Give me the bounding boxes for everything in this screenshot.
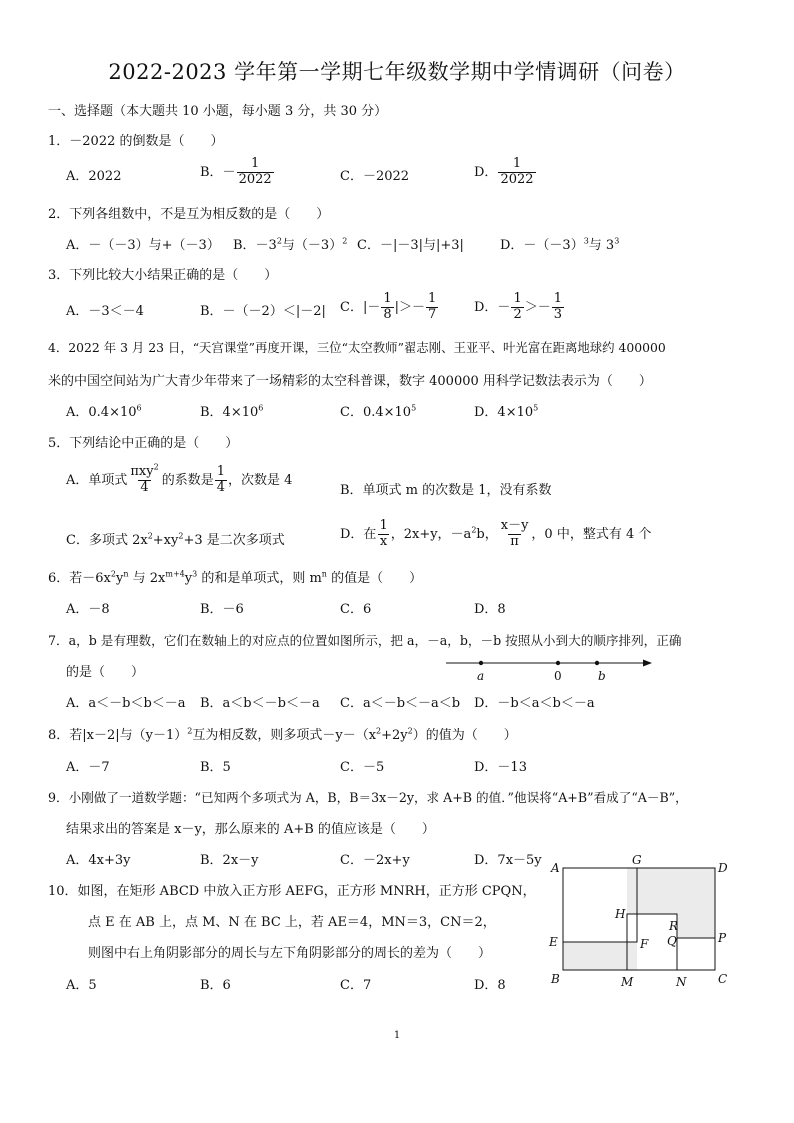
label-vertex-n: N: [676, 975, 687, 989]
section-heading: 一、选择题（本大题共 10 小题，每小题 3 分，共 30 分）: [48, 104, 388, 119]
label-vertex-r: R: [669, 919, 679, 933]
q8-option-d: D．－13: [474, 760, 527, 775]
q9-option-c: C．－2x+y: [340, 853, 410, 868]
question-3-stem: 3．下列比较大小结果正确的是（ ）: [48, 268, 278, 283]
q2-option-a: A．－（－3）与+（－3）: [66, 238, 220, 253]
question-4-line-1: 4．2022 年 3 月 23 日，“天宫课堂”再度开课，三位“太空教师”翟志刚、王亚平、叶光富在距离地球约 400000: [48, 340, 666, 355]
q1-option-b: B．－ $\frac{1}{2022}$: [200, 156, 272, 187]
question-9-line-2: 结果求出的答案是 x－y，那么原来的 A+B 的值应该是（ ）: [66, 822, 435, 837]
q5-option-d: D．在 $\frac{1}{x}$ ，2x+y，$-a^2b$， $\frac{x-y}{\pi}$ ，0 中，整式有 4 个: [340, 518, 652, 549]
point-0: [556, 661, 560, 665]
q4-option-b: B．$4\times 10^6$: [200, 403, 264, 420]
q3-option-a: A．－3＜－4: [66, 304, 144, 319]
q8-option-b: B．5: [200, 760, 231, 775]
q10-option-b: B．6: [200, 978, 231, 993]
q10-option-a: A．5: [66, 978, 97, 993]
q8-option-c: C．－5: [340, 760, 385, 775]
label-vertex-g: G: [632, 853, 642, 867]
label-0: 0: [554, 669, 562, 683]
point-b: [595, 661, 599, 665]
label-vertex-a: A: [551, 861, 560, 875]
q1-option-c: C．－2022: [340, 169, 410, 184]
number-line-figure: [440, 652, 660, 684]
square-aefg: [563, 868, 637, 942]
question-8-stem: 8．若|x－2|与$(y-1)^2$互为相反数，则多项式$-y-(x^2+2y^2)$的值为（ ）: [48, 726, 517, 743]
q10-option-d: D．8: [474, 978, 506, 993]
q6-option-d: D．8: [474, 602, 506, 617]
q2-option-c: C．－|－3|与|+3|: [357, 238, 464, 253]
page-number: 1: [393, 1030, 401, 1041]
q3-option-c: C．|－ $\frac{1}{8}$ |＞－ $\frac{1}{7}$: [340, 291, 437, 322]
lower-left-shaded-region: [563, 942, 637, 970]
q7-option-b: B．a＜b＜－b＜－a: [200, 696, 320, 711]
label-vertex-h: H: [615, 907, 626, 921]
q4-option-c: C．$0.4\times 10^5$: [340, 403, 417, 420]
q9-option-d: D．7x－5y: [474, 853, 542, 868]
q5-option-b: B．单项式 m 的次数是 1，没有系数: [340, 483, 552, 498]
q7-option-a: A．a＜－b＜b＜－a: [66, 696, 186, 711]
label-vertex-p: P: [718, 931, 727, 945]
q7-option-c: C．a＜－b＜－a＜b: [340, 696, 461, 711]
label-b: b: [598, 669, 606, 683]
q5-option-a: A．单项式 $\frac{\pi xy^2}{4}$ 的系数是 $\frac{1}{4}$ ，次数是 4: [66, 462, 293, 495]
number-line-arrow: [643, 660, 652, 667]
q9-option-a: A．4x+3y: [66, 853, 131, 868]
question-1-stem: 1．－2022 的倒数是（ ）: [48, 134, 224, 149]
q9-option-b: B．2x－y: [200, 853, 259, 868]
question-10-line-3: 则图中右上角阴影部分的周长与左下角阴影部分的周长的差为（ ）: [88, 946, 492, 961]
question-6-stem: 6．若$-6x^2y^n$ 与 $2x^{m+4}y^3$ 的和是单项式，则 $m^n$ 的值是（ ）: [48, 569, 423, 586]
q4-option-d: D．$4\times 10^5$: [474, 403, 539, 420]
q6-option-c: C．6: [340, 602, 372, 617]
question-4-line-2: 米的中国空间站为广大青少年带来了一场精彩的太空科普课，数字 400000 用科学记数法表示为（ ）: [48, 374, 652, 389]
point-a: [479, 661, 483, 665]
q5-option-c: C．多项式 $2x^2+xy^2+3$ 是二次多项式: [66, 531, 285, 548]
page-title: 2022-2023 学年第一学期七年级数学期中学情调研（问卷）: [108, 60, 686, 84]
label-a: a: [477, 669, 485, 683]
label-vertex-q: Q: [667, 934, 677, 948]
question-9-line-1: 9．小刚做了一道数学题：“已知两个多项式为 A，B，B＝3x－2y，求 A+B 的值．”他误将“A+B”看成了“A－B”，: [48, 790, 688, 805]
question-10-line-2: 点 E 在 AB 上，点 M、N 在 BC 上，若 AE＝4，MN＝3，CN＝2，: [88, 915, 496, 930]
label-vertex-b: B: [551, 972, 560, 986]
label-vertex-e: E: [549, 935, 558, 949]
q8-option-a: A．－7: [66, 760, 110, 775]
q2-option-b: B．$-3^2$与$(-3)^2$: [233, 236, 348, 253]
label-vertex-m: M: [621, 975, 634, 989]
rectangle-squares-figure: [545, 852, 735, 992]
q1-option-a: A．2022: [66, 169, 122, 184]
label-vertex-c: C: [718, 972, 728, 986]
question-10-line-1: 10．如图，在矩形 ABCD 中放入正方形 AEFG，正方形 MNRH，正方形 CPQN，: [48, 884, 536, 899]
q1-option-d: D． $\frac{1}{2022}$: [474, 156, 534, 187]
q3-option-d: D．－ $\frac{1}{2}$ ＞－ $\frac{1}{3}$: [474, 291, 563, 322]
question-5-stem: 5．下列结论中正确的是（ ）: [48, 436, 239, 451]
label-vertex-f: F: [640, 937, 649, 951]
q6-option-a: A．－8: [66, 602, 110, 617]
q2-option-d: D．$-(-3)^3$与 $3^3$: [500, 236, 620, 253]
question-7-line-2: 的是（ ）: [66, 665, 145, 680]
q10-option-c: C．7: [340, 978, 372, 993]
label-vertex-d: D: [718, 861, 728, 875]
q4-option-a: A．$0.4\times 10^6$: [66, 403, 142, 420]
q3-option-b: B．－（－2）＜|－2|: [200, 304, 326, 319]
question-2-stem: 2．下列各组数中，不是互为相反数的是（ ）: [48, 207, 330, 222]
q6-option-b: B．－6: [200, 602, 244, 617]
q7-option-d: D．－b＜a＜b＜－a: [474, 696, 595, 711]
question-7-line-1: 7．a，b 是有理数，它们在数轴上的对应点的位置如图所示，把 a，－a，b，－b 按照从小到大的顺序排列，正确: [48, 633, 682, 648]
